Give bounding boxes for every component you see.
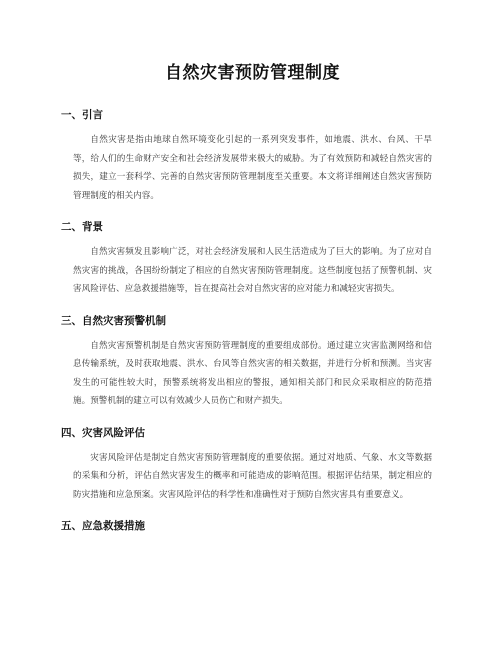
section-paragraph: 灾害风险评估是制定自然灾害预防管理制度的重要依据。通过对地质、气象、水文等数据的采集和分析，评估自然灾害发生的概率和可能造成的影响范围。根据评估结果，制定相应的防灾措施和应急预案。灾害风险评估的科学性和准确性对于预防自然灾害具有重要意义。 bbox=[73, 452, 432, 500]
section-paragraph: 自然灾害预警机制是自然灾害预防管理制度的重要组成部份。通过建立灾害监测网络和信息传输系统，及时获取地震、洪水、台风等自然灾害的相关数据，并进行分析和预测。当灾害发生的可能性较大时，预警系统将发出相应的警报，通知相关部门和民众采取相应的防范措施。预警机制的建立可以有效减少人员伤亡和财产损失。 bbox=[73, 340, 432, 406]
section-risk-assessment bbox=[61, 425, 432, 505]
section-background bbox=[61, 219, 432, 299]
document-title: 自然灾害预防管理制度 bbox=[165, 63, 340, 83]
section-emergency-rescue bbox=[61, 518, 432, 533]
section-warning-mechanism bbox=[61, 313, 432, 411]
section-heading: 三、自然灾害预警机制 bbox=[61, 314, 166, 327]
section-paragraph: 自然灾害频发且影响广泛，对社会经济发展和人民生活造成为了巨大的影响。为了应对自然灾害的挑战，各国纷纷制定了相应的自然灾害预防管理制度。这些制度包括了预警机制、灾害风险评估、应急救援措施等，旨在提高社会对自然灾害的应对能力和减轻灾害损失。 bbox=[73, 247, 432, 294]
section-heading: 五、应急救援措施 bbox=[61, 520, 145, 532]
section-heading: 二、背景 bbox=[61, 221, 103, 233]
section-paragraph: 自然灾害是指由地球自然环境变化引起的一系列突发事件，如地震、洪水、台风、干旱等，给人们的生命财产安全和社会经济发展带来极大的威胁。为了有效预防和减轻自然灾害的损失，建立一套科学、完善的自然灾害预防管理制度至关重要。本文将详细阐述自然灾害预防管理制度的相关内容。 bbox=[73, 135, 432, 201]
section-heading: 一、引言 bbox=[61, 109, 103, 121]
section-introduction bbox=[61, 107, 432, 205]
section-heading: 四、灾害风险评估 bbox=[61, 426, 145, 439]
